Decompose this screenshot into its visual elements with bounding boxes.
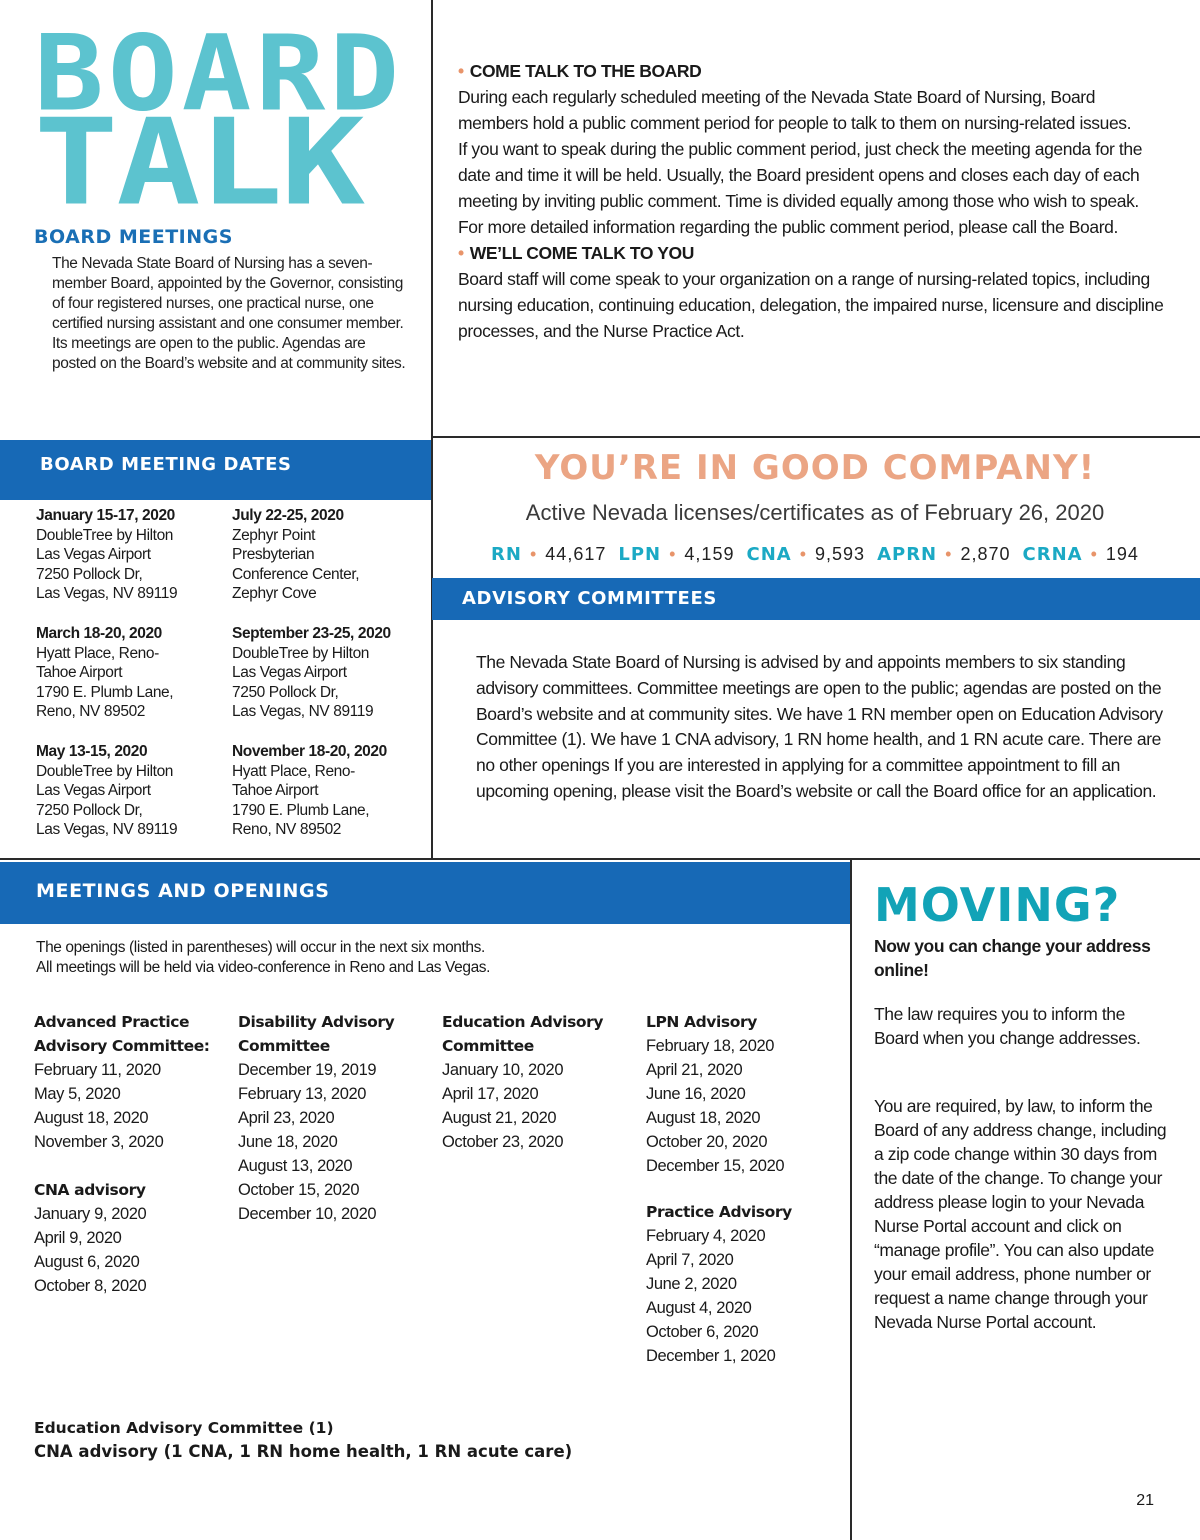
stat-label: LPN	[618, 544, 662, 565]
well-come-paragraph: Board staff will come speak to your organization on a range of nursing-related topics, including nursing education, continuing education, delegation, the impaired nurse, licensure and discipline processes, and the Nurse Practice Act.	[458, 269, 1164, 341]
meeting-date-entry: September 23-25, 2020 DoubleTree by Hilton Las Vegas Airport 7250 Pollock Dr, Las Vegas, NV 89119	[232, 625, 391, 721]
well-come-heading: • WE’LL COME TALK TO YOU	[458, 243, 694, 263]
divider-moving-vertical	[850, 860, 852, 1540]
advisory-paragraph: The Nevada State Board of Nursing is advised by and appoints members to six standing advisory committees. Committee meetings are open to the public; agendas are posted on the Board’s website and at community sites. We have 1 RN member open on Education Advisory Committee (1). We have 1 CNA advisory, 1 RN home health, and 1 RN acute care. There are no other openings If you are interested in applying for a committee appointment to fill an upcoming opening, please visit the Board’s website or call the Board office for an application.	[476, 652, 1163, 801]
board-meetings-text	[52, 254, 412, 374]
moving-paragraph: The law requires you to inform the Board when you change addresses.	[874, 1004, 1141, 1048]
page-number: 21	[1136, 1492, 1154, 1509]
openings-summary	[34, 1416, 834, 1464]
title-talk: TALK	[34, 93, 364, 233]
license-stats: RN • 44,617 LPN • 4,159 CNA • 9,593 APRN • 2,870 CRNA • 194	[491, 544, 1139, 565]
committee-cna-advisory: CNA advisory January 9, 2020 April 9, 2020 August 6, 2020 October 8, 2020	[34, 1181, 147, 1295]
stat-label: APRN	[877, 544, 938, 565]
meeting-date-entry: March 18-20, 2020 Hyatt Place, Reno- Tahoe Airport 1790 E. Plumb Lane, Reno, NV 89502	[36, 625, 174, 721]
come-talk-paragraph: For more detailed information regarding the public comment period, please call the Board.	[458, 217, 1118, 237]
meeting-date-entry: July 22-25, 2020 Zephyr Point Presbyterian Conference Center, Zephyr Cove	[232, 507, 360, 603]
committee-education-advisory: Education Advisory Committee January 10, 2020 April 17, 2020 August 21, 2020 October 23, 2020	[442, 1013, 604, 1151]
stat-value: 44,617	[545, 544, 607, 564]
stat-value: 9,593	[815, 544, 866, 564]
stat-label: CRNA	[1022, 544, 1083, 565]
come-talk-paragraph: During each regularly scheduled meeting of the Nevada State Board of Nursing, Board members hold a public comment period for people to talk to them on nursing-related issues.	[458, 87, 1132, 133]
intro-line: The openings (listed in parentheses) will occur in the next six months.	[36, 939, 485, 956]
good-company-heading: YOU’RE IN GOOD COMPANY!	[534, 448, 1096, 488]
stat-value: 2,870	[960, 544, 1011, 564]
meeting-dates-bar	[0, 440, 431, 500]
divider-above-meetings	[0, 858, 1200, 860]
come-talk-section	[458, 58, 1168, 344]
meetings-openings-bar	[0, 862, 850, 924]
come-talk-heading: • COME TALK TO THE BOARD	[458, 61, 702, 81]
meetings-openings-heading: MEETINGS AND OPENINGS	[36, 880, 330, 902]
advisory-bar	[432, 578, 1200, 620]
stat-label: CNA	[746, 544, 792, 565]
moving-heading: MOVING?	[874, 878, 1121, 932]
meetings-openings-intro	[36, 938, 836, 978]
moving-subheading: Now you can change your address online!	[874, 936, 1151, 980]
divider-top-vertical	[431, 0, 433, 860]
meeting-date-entry: November 18-20, 2020 Hyatt Place, Reno- Tahoe Airport 1790 E. Plumb Lane, Reno, NV 89502	[232, 743, 387, 839]
committee-lpn-advisory: LPN Advisory February 18, 2020 April 21, 2020 June 16, 2020 August 18, 2020 October 20, 2020 December 15, 2020	[646, 1013, 785, 1175]
meeting-dates-heading: BOARD MEETING DATES	[40, 454, 292, 475]
opening-line: CNA advisory (1 CNA, 1 RN home health, 1 RN acute care)	[34, 1442, 573, 1461]
board-meetings-paragraph: Its meetings are open to the public. Agendas are posted on the Board’s website and at community sites.	[52, 335, 406, 372]
meeting-date-entry: May 13-15, 2020 DoubleTree by Hilton Las Vegas Airport 7250 Pollock Dr, Las Vegas, NV 89119	[36, 743, 178, 839]
board-meetings-paragraph: The Nevada State Board of Nursing has a seven-member Board, appointed by the Governor, consisting of four registered nurses, one practical nurse, one certified nursing assistant and one consumer member.	[52, 255, 404, 332]
committee-disability-advisory: Disability Advisory Committee December 19, 2019 February 13, 2020 April 23, 2020 June 18, 2020 August 13, 2020 October 15, 2020 December 10, 2020	[238, 1013, 395, 1223]
stat-label: RN	[491, 544, 522, 565]
moving-paragraph: You are required, by law, to inform the Board of any address change, including a zip code change within 30 days from the date of the change. To change your address please login to your Nevada Nurse Portal account and click on “manage profile”. You can also update your email address, phone number or request a name change through your Nevada Nurse Portal account.	[874, 1096, 1167, 1332]
title-board: BOARD	[34, 13, 404, 135]
stat-value: 194	[1105, 544, 1139, 564]
committee-practice-advisory: Practice Advisory February 4, 2020 April 7, 2020 June 2, 2020 August 4, 2020 October 6, 2020 December 1, 2020	[646, 1203, 792, 1365]
stat-value: 4,159	[684, 544, 735, 564]
good-company-subtitle: Active Nevada licenses/certificates as of February 26, 2020	[525, 500, 1105, 525]
committee-advanced-practice: Advanced Practice Advisory Committee: February 11, 2020 May 5, 2020 August 18, 2020 November 3, 2020	[34, 1013, 210, 1151]
advisory-heading: ADVISORY COMMITTEES	[462, 588, 717, 609]
board-meetings-heading: BOARD MEETINGS	[34, 226, 233, 248]
intro-line: All meetings will be held via video-conference in Reno and Las Vegas.	[36, 959, 491, 976]
meeting-date-entry: January 15-17, 2020 DoubleTree by Hilton Las Vegas Airport 7250 Pollock Dr, Las Vegas, NV 89119	[36, 507, 178, 603]
come-talk-paragraph: If you want to speak during the public comment period, just check the meeting agenda for the date and time it will be held. Usually, the Board president opens and closes each day of each meeting by inviting public comment. Time is divided equally among those who wish to speak.	[458, 139, 1143, 211]
opening-line: Education Advisory Committee (1)	[34, 1419, 334, 1437]
divider-under-talk	[432, 436, 1200, 438]
